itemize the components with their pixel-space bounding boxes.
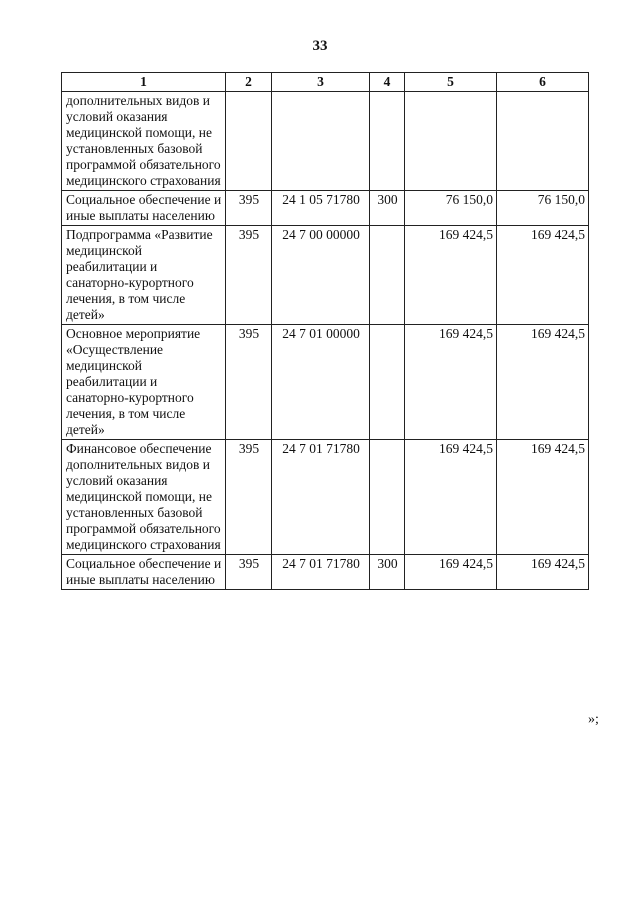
table-row bbox=[62, 226, 589, 325]
table-header-row bbox=[62, 73, 589, 92]
sum-cell-col6: 169 424,5 bbox=[497, 226, 589, 325]
csr-cell: 24 7 01 71780 bbox=[272, 440, 370, 555]
sum-cell-col6: 169 424,5 bbox=[497, 325, 589, 440]
table-row bbox=[62, 191, 589, 226]
column-header: 2 bbox=[226, 73, 272, 92]
table-row bbox=[62, 440, 589, 555]
grbs-cell: 395 bbox=[226, 325, 272, 440]
vr-cell bbox=[370, 325, 405, 440]
closing-quote-mark: »; bbox=[588, 712, 599, 727]
row-name-cell: Подпрограмма «Развитие медицинской реабилитации и санаторно-курортного лечения, в том числе детей» bbox=[62, 226, 226, 325]
csr-cell: 24 1 05 71780 bbox=[272, 191, 370, 226]
table-row bbox=[62, 92, 589, 191]
table-row bbox=[62, 325, 589, 440]
page-number: 33 bbox=[312, 38, 328, 54]
sum-cell-col6 bbox=[497, 92, 589, 191]
column-header: 3 bbox=[272, 73, 370, 92]
sum-cell-col5: 169 424,5 bbox=[405, 226, 497, 325]
csr-cell bbox=[272, 92, 370, 191]
csr-cell: 24 7 00 00000 bbox=[272, 226, 370, 325]
vr-cell bbox=[370, 92, 405, 191]
vr-cell: 300 bbox=[370, 555, 405, 590]
column-header: 6 bbox=[497, 73, 589, 92]
vr-cell bbox=[370, 440, 405, 555]
column-header: 1 bbox=[62, 73, 226, 92]
csr-cell: 24 7 01 71780 bbox=[272, 555, 370, 590]
row-name-cell: Социальное обеспечение и иные выплаты населению bbox=[62, 555, 226, 590]
row-name-cell: Социальное обеспечение и иные выплаты населению bbox=[62, 191, 226, 226]
budget-table bbox=[61, 72, 589, 590]
sum-cell-col5: 76 150,0 bbox=[405, 191, 497, 226]
row-name-cell: Основное мероприятие «Осуществление медицинской реабилитации и санаторно-курортного лечения, в том числе детей» bbox=[62, 325, 226, 440]
vr-cell: 300 bbox=[370, 191, 405, 226]
sum-cell-col6: 76 150,0 bbox=[497, 191, 589, 226]
column-header: 4 bbox=[370, 73, 405, 92]
sum-cell-col5 bbox=[405, 92, 497, 191]
row-name-cell: дополнительных видов и условий оказания медицинской помощи, не установленных базовой программой обязательного медицинского страхования bbox=[62, 92, 226, 191]
sum-cell-col6: 169 424,5 bbox=[497, 440, 589, 555]
vr-cell bbox=[370, 226, 405, 325]
csr-cell: 24 7 01 00000 bbox=[272, 325, 370, 440]
sum-cell-col5: 169 424,5 bbox=[405, 325, 497, 440]
sum-cell-col5: 169 424,5 bbox=[405, 440, 497, 555]
table-row bbox=[62, 555, 589, 590]
row-name-cell: Финансовое обеспечение дополнительных видов и условий оказания медицинской помощи, не установленных базовой программой обязательного медицинского страхования bbox=[62, 440, 226, 555]
grbs-cell: 395 bbox=[226, 440, 272, 555]
sum-cell-col6: 169 424,5 bbox=[497, 555, 589, 590]
grbs-cell: 395 bbox=[226, 555, 272, 590]
grbs-cell: 395 bbox=[226, 191, 272, 226]
sum-cell-col5: 169 424,5 bbox=[405, 555, 497, 590]
grbs-cell: 395 bbox=[226, 226, 272, 325]
grbs-cell bbox=[226, 92, 272, 191]
column-header: 5 bbox=[405, 73, 497, 92]
